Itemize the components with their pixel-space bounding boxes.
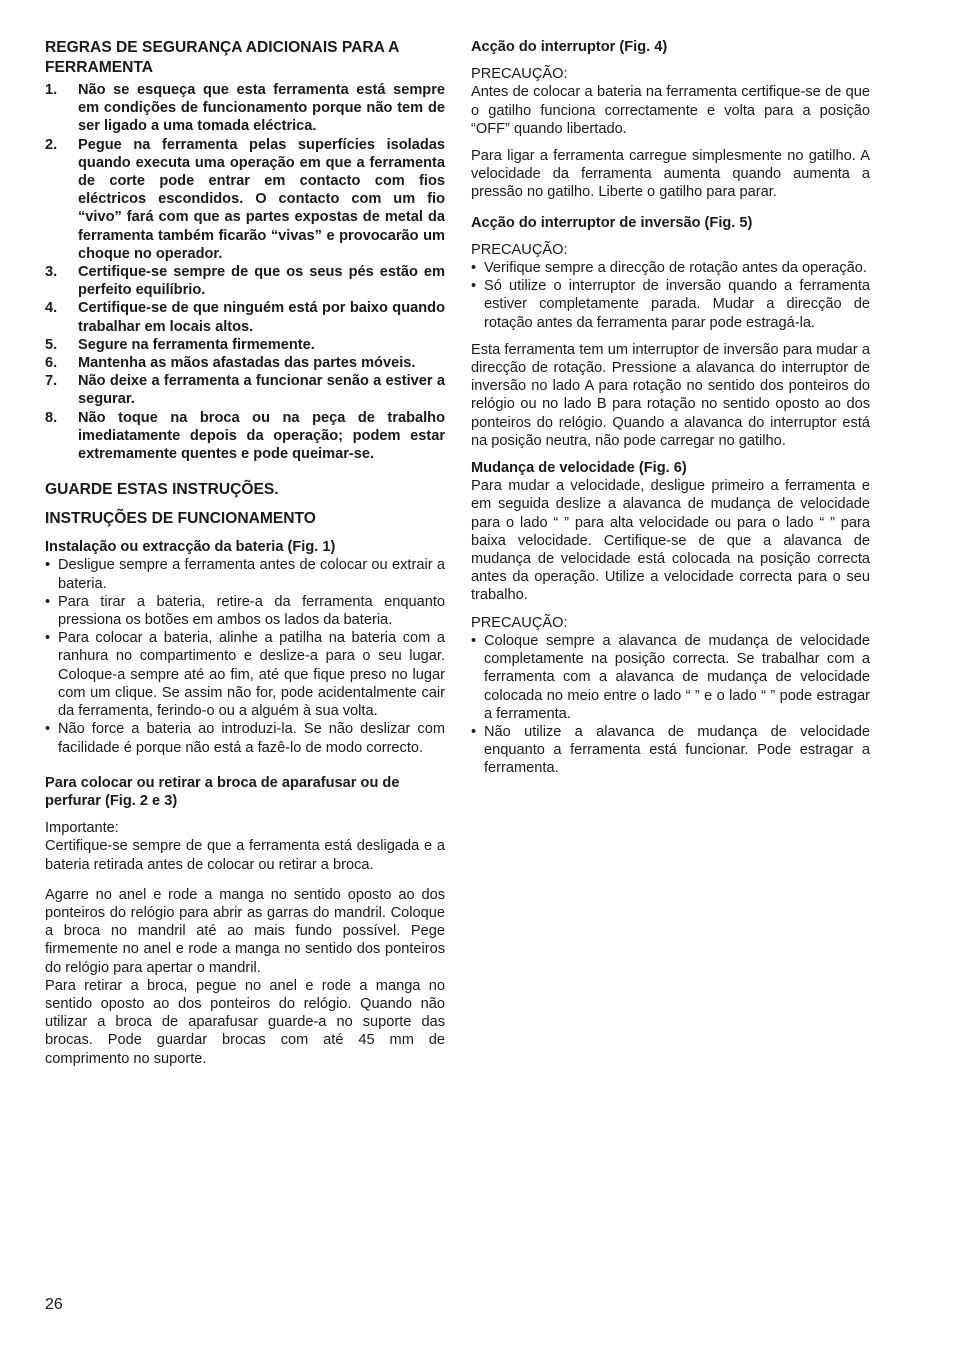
save-instructions-heading: GUARDE ESTAS INSTRUÇÕES.	[45, 481, 279, 499]
list-item: 5. Segure na ferramenta firmemente.	[45, 336, 315, 353]
left-column	[45, 38, 445, 1068]
list-item: • Não force a bateria ao introduzi-la. Se não deslizar com facilidade é porque não está a fazê-lo de modo correcto.	[45, 720, 445, 756]
list-item: 6. Mantenha as mãos afastadas das partes móveis.	[45, 355, 416, 372]
switch-heading: Acção do interruptor (Fig. 4)	[471, 39, 668, 55]
safety-rules-list	[45, 81, 445, 463]
speed-list	[471, 632, 870, 778]
reverse-caution-label: PRECAUÇÃO:	[471, 241, 568, 258]
list-item: • Verifique sempre a direcção de rotação antes da operação.	[471, 259, 870, 277]
operation-instructions-heading: INSTRUÇÕES DE FUNCIONAMENTO	[45, 510, 316, 528]
switch-paragraph: Para ligar a ferramenta carregue simplesmente no gatilho. A velocidade da ferramenta aumenta quando aumenta a pressão no gatilho. Liberte o gatilho para parar.	[471, 148, 870, 201]
list-item: • Só utilize o interruptor de inversão quando a ferramenta estiver completamente parada. Mudar a direcção de rotação antes da ferramenta parar pode estragá-la.	[471, 277, 870, 332]
battery-heading: Instalação ou extracção da bateria (Fig. 1)	[45, 539, 336, 556]
switch-caution-text: Antes de colocar a bateria na ferramenta certifique-se de que o gatilho funciona correctamente e volta para a posição “OFF” quando libertado.	[471, 84, 870, 137]
list-item: • Para tirar a bateria, retire-a da ferramenta enquanto pressiona os botões em ambos os lados da bateria.	[45, 593, 445, 629]
list-item: 4. Certifique-se de que ninguém está por baixo quando trabalhar em locais altos.	[45, 300, 445, 335]
page-number: 26	[45, 1296, 63, 1313]
bit-heading: Para colocar ou retirar a broca de aparafusar ou de perfurar (Fig. 2 e 3)	[45, 774, 400, 809]
list-item: • Para colocar a bateria, alinhe a patilha na bateria com a ranhura no compartimento e deslize-a para o seu lugar. Coloque-a sempre até ao fim, até que fique preso no lugar com um clique. Se assim não for, pode acidentalmente cair da ferramenta, ferindo-o ou a alguém à sua volta.	[45, 629, 445, 720]
important-label: Importante:	[45, 820, 119, 837]
right-column	[471, 38, 870, 778]
list-item: 2. Pegue na ferramenta pelas superfícies isoladas quando executa uma operação em que a ferramenta de corte pode entrar em contacto com fios eléctricos escondidos. O contacto com um fio “vivo” fará com que as partes expostas de metal da ferramenta também ficarão “vivas” e provocarão um choque no operador.	[45, 136, 445, 262]
list-item: 1. Não se esqueça que esta ferramenta está sempre em condições de funcionamento porque não tem de ser ligado a uma tomada eléctrica.	[45, 82, 445, 135]
reverse-paragraph: Esta ferramenta tem um interruptor de inversão para mudar a direcção de rotação. Pressione a alavanca do interruptor de inversão no lado A para rotação no sentido dos ponteiros do relógio ou no lado B para rotação no sentido oposto ao dos ponteiros do relógio. Quando a alavanca do interruptor está na posição neutra, não pode carregar no gatilho.	[471, 341, 870, 449]
list-item: • Coloque sempre a alavanca de mudança de velocidade completamente na posição correcta. Se trabalhar com a ferramenta com a alavanca de mudança de velocidade colocada no meio entre o lado “ ” e o lado “ ” pode estragar a ferramenta.	[471, 632, 870, 723]
speed-caution-label: PRECAUÇÃO:	[471, 614, 568, 631]
bit-paragraph-2: Para retirar a broca, pegue no anel e rode a manga no sentido oposto ao dos ponteiros do relógio. Quando não utilizar a broca de aparafusar guarde-a no suporte das brocas. Pode guardar brocas com até 45 mm de comprimento no suporte.	[45, 977, 445, 1067]
reverse-heading: Acção do interruptor de inversão (Fig. 5)	[471, 214, 753, 231]
important-text: Certifique-se sempre de que a ferramenta está desligada e a bateria retirada antes de colocar ou retirar a broca.	[45, 838, 445, 873]
safety-rules-heading: REGRAS DE SEGURANÇA ADICIONAIS PARA A FERRAMENTA	[45, 39, 399, 76]
list-item: 8. Não toque na broca ou na peça de trabalho imediatamente depois da operação; podem estar extremamente quentes e pode queimar-se.	[45, 409, 445, 463]
reverse-list	[471, 259, 870, 332]
speed-heading: Mudança de velocidade (Fig. 6)	[471, 460, 687, 477]
switch-caution-label: PRECAUÇÃO:	[471, 66, 568, 83]
list-item: 3. Certifique-se sempre de que os seus pés estão em perfeito equilíbrio.	[45, 264, 445, 299]
list-item: • Não utilize a alavanca de mudança de velocidade enquanto a ferramenta está funcionar. Pode estragar a ferramenta.	[471, 723, 870, 778]
speed-paragraph: Para mudar a velocidade, desligue primeiro a ferramenta e em seguida deslize a alavanca de mudança de velocidade para o lado “ ” para alta velocidade ou para o lado “ ” para baixa velocidade. Certifique-se de que a alavanca de mudança de velocidade está colocada na posição correcta antes da operação. Utilize a velocidade correcta para o seu trabalho.	[471, 478, 870, 604]
bit-paragraph-1: Agarre no anel e rode a manga no sentido oposto ao dos ponteiros do relógio para abrir as garras do mandril. Coloque a broca no mandril até ao mais fundo possível. Pege firmemente no anel e rode a manga no sentido dos ponteiros do relógio para apertar o mandril.	[45, 886, 445, 976]
battery-list	[45, 556, 445, 756]
list-item: • Desligue sempre a ferramenta antes de colocar ou extrair a bateria.	[45, 556, 445, 592]
list-item: 7. Não deixe a ferramenta a funcionar senão a estiver a segurar.	[45, 373, 445, 408]
